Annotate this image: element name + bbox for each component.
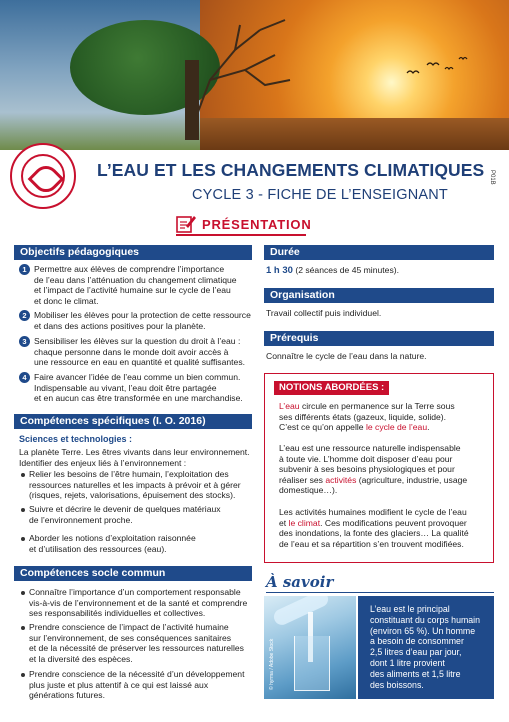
competences-specifiques-heading: Compétences spécifiques (I. O. 2016) xyxy=(14,414,252,429)
notions-paragraph-1: L’eau circule en permanence sur la Terre sous ses différents états (gazeux, liquide, solide). C’est ce qu’on appelle le cycle de l’eau. xyxy=(279,401,455,433)
notions-paragraph-3: Les activités humaines modifient le cycle de l’eau et le climat. Ces modifications peuvent provoquer des inondations, la fonte des glaciers… La qualité de l’eau et sa répartition s’en trouvent modifiées. xyxy=(279,507,469,549)
bullet-icon xyxy=(21,673,25,677)
birds-icon xyxy=(405,55,475,85)
side-code: P01B xyxy=(489,170,495,185)
prerequis-text: Connaître le cycle de l’eau dans la nature. xyxy=(266,351,427,361)
objectif-item: Permettre aux élèves de comprendre l’importance de l’eau dans l’atténuation du changement climatique et l’impact de l’activité humaine sur le cycle de l’eau et donc le climat. xyxy=(34,264,237,306)
logo-emblem-icon xyxy=(21,154,65,198)
organisation-heading: Organisation xyxy=(264,288,494,303)
duree-text xyxy=(266,265,399,277)
notions-tag: NOTIONS ABORDÉES : xyxy=(274,381,389,395)
bottle-shape xyxy=(271,596,330,628)
presentation-heading xyxy=(176,214,312,234)
prerequis-heading: Prérequis xyxy=(264,331,494,346)
presentation-underline xyxy=(176,234,306,236)
competences-intro: La planète Terre. Les êtres vivants dans leur environnement. Identifier des enjeux liés à l’environnement : xyxy=(19,447,250,468)
glass-shape xyxy=(294,636,330,691)
bullet-icon xyxy=(21,473,25,477)
pencil-note-icon xyxy=(176,214,196,234)
water-glass-photo xyxy=(264,596,356,699)
competence-item: Relier les besoins de l’être humain, l’exploitation des ressources naturelles et les impacts à prévoir et à gérer (risques, rejets, valorisations, épuisement des stocks). xyxy=(29,469,241,501)
fact-text: L’eau est le principal constituant du corps humain (environ 65 %). Un homme a besoin de consommer 2,5 litres d’eau par jour, dont 1 litre provient des aliments et 1,5 litre des boissons. xyxy=(370,604,481,690)
sciences-subheading: Sciences et technologies : xyxy=(19,434,133,444)
duree-heading: Durée xyxy=(264,245,494,260)
objectif-number: 4 xyxy=(19,372,30,383)
bare-branches-icon xyxy=(190,10,310,130)
socle-item: Prendre conscience de l’impact de l’activité humaine sur l’environnement, de ses conséquences sanitaires et de la nécessité de préserver les ressources naturelles et la diversité des espèces. xyxy=(29,622,244,664)
bullet-icon xyxy=(21,591,25,595)
foundation-logo xyxy=(10,143,76,209)
competences-socle-heading: Compétences socle commun xyxy=(14,566,252,581)
page-title: L’EAU ET LES CHANGEMENTS CLIMATIQUES xyxy=(97,160,485,180)
bullet-icon xyxy=(21,537,25,541)
objectif-item: Sensibiliser les élèves sur la question du droit à l’eau : chaque personne dans le monde doit avoir accès à une ressource en eau en quantité et qualité suffisantes. xyxy=(34,336,246,368)
objectif-number: 1 xyxy=(19,264,30,275)
objectif-number: 3 xyxy=(19,336,30,347)
objectif-item: Mobiliser les élèves pour la protection de cette ressource et dans des actions positives pour la planète. xyxy=(34,310,251,331)
duree-value: 1 h 30 xyxy=(266,265,293,276)
competence-item: Aborder les notions d’exploitation raisonnée et d’utilisation des ressources (eau). xyxy=(29,533,196,554)
asavoir-heading: À savoir xyxy=(266,573,334,591)
competence-item: Suivre et décrire le devenir de quelques matériaux de l’environnement proche. xyxy=(29,504,221,525)
objectifs-heading: Objectifs pédagogiques xyxy=(14,245,252,260)
objectif-number: 2 xyxy=(19,310,30,321)
socle-item: Connaître l’importance d’un comportement responsable vis-à-vis de l’environnement et de la santé et comprendre ses responsabilités individuelles et collectives. xyxy=(29,587,248,619)
bullet-icon xyxy=(21,508,25,512)
objectif-item: Faire avancer l’idée de l’eau comme un bien commun. Indispensable au vivant, l’eau doit être partagée et en aucun cas être transformée en une marchandise. xyxy=(34,372,243,404)
duree-detail: (2 séances de 45 minutes). xyxy=(295,265,399,275)
photo-credit: © hyrma / Adobe Stock xyxy=(269,638,275,690)
asavoir-underline xyxy=(266,592,494,593)
organisation-text: Travail collectif puis individuel. xyxy=(266,308,382,318)
bullet-icon xyxy=(21,626,25,630)
socle-item: Prendre conscience de la nécessité d’un développement plus juste et plus attentif à ce qui est laissé aux générations futures. xyxy=(29,669,245,701)
page-subtitle: CYCLE 3 - FICHE DE L’ENSEIGNANT xyxy=(192,187,448,203)
presentation-label: PRÉSENTATION xyxy=(202,216,312,232)
notions-paragraph-2: L’eau est une ressource naturelle indispensable à toute vie. L’homme doit disposer d’eau pour subvenir à ses besoins physiologiques et pour réaliser ses activités (agriculture, industrie, usage domestique…). xyxy=(279,443,468,496)
header-banner-image xyxy=(0,0,509,150)
